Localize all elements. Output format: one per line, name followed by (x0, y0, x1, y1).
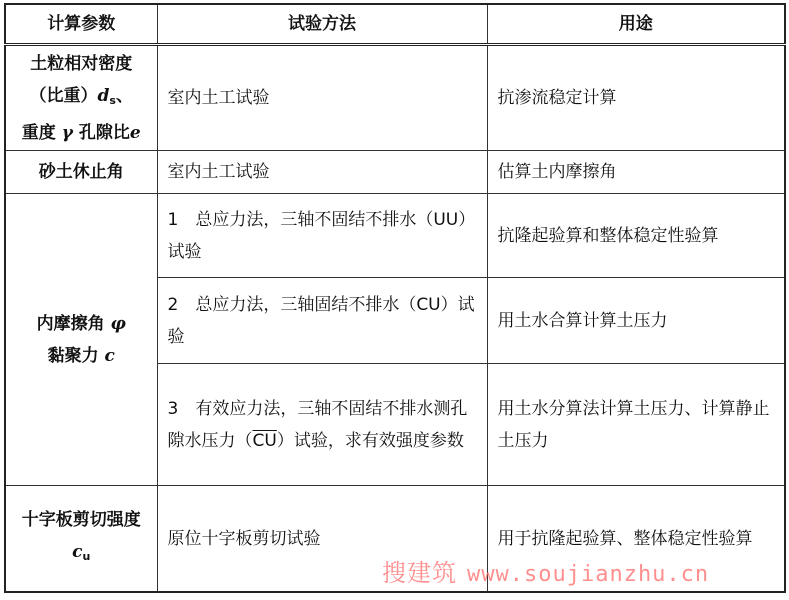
use-cell: 用于抗隆起验算、整体稳定性验算 (487, 486, 785, 593)
param-text: 孔隙比 (78, 122, 130, 143)
param-symbol: γ (61, 122, 73, 143)
table-row (5, 194, 785, 278)
param-symbol: d (97, 85, 110, 106)
param-text: 黏聚力 (47, 345, 99, 366)
method-cell: 2 总应力法，三轴固结不排水（CU）试验 (157, 278, 487, 364)
param-text: （比重） (29, 85, 98, 106)
param-cell (5, 486, 157, 593)
param-label (16, 340, 147, 372)
param-text: 内摩擦角 (36, 313, 105, 334)
param-label: 十字板剪切强度 (21, 510, 141, 530)
watermark-url: www.soujianzhu.cn (467, 562, 710, 587)
method-text: 3 有效应力法，三轴不固结不排水测孔隙水压力（ (167, 398, 468, 451)
watermark-brand: 搜建筑 (382, 559, 457, 587)
param-subscript: u (82, 550, 91, 563)
param-cell (5, 194, 157, 486)
parameter-table (4, 3, 786, 593)
overlined-cu: $\overline{CU}$ (252, 430, 277, 451)
param-symbol: φ (110, 313, 126, 334)
param-symbol: e (129, 122, 141, 143)
param-label (16, 117, 147, 149)
method-cell: 室内土工试验 (157, 151, 487, 194)
param-label (16, 536, 147, 573)
table-row (5, 45, 785, 151)
header-param: 计算参数 (5, 4, 157, 45)
use-cell: 估算土内摩擦角 (487, 151, 785, 194)
use-cell: 用土水分算法计算土压力、计算静止土压力 (487, 364, 785, 486)
param-cell (5, 45, 157, 151)
param-label: 土粒相对密度 (30, 53, 133, 74)
param-cell: 砂土休止角 (5, 151, 157, 194)
use-cell: 抗隆起验算和整体稳定性验算 (487, 194, 785, 278)
param-text: 、 (115, 85, 133, 106)
param-text: 重度 (21, 122, 56, 143)
param-label (16, 80, 147, 117)
param-label (16, 308, 147, 340)
method-cell: 原位十字板剪切试验 (157, 486, 487, 593)
use-cell: 用土水合算计算土压力 (487, 278, 785, 364)
method-cell: 1 总应力法，三轴不固结不排水（UU）试验 (157, 194, 487, 278)
param-subscript: s (109, 93, 116, 107)
method-cell: 室内土工试验 (157, 45, 487, 151)
use-cell: 抗渗流稳定计算 (487, 45, 785, 151)
param-symbol: c (72, 542, 83, 562)
method-text: ）试验，求有效强度参数 (276, 430, 464, 451)
watermark (382, 553, 709, 588)
header-row (5, 4, 785, 45)
method-cell (157, 364, 487, 486)
header-method: 试验方法 (157, 4, 487, 45)
table-row (5, 151, 785, 194)
param-symbol: c (104, 345, 115, 366)
header-use: 用途 (487, 4, 785, 45)
